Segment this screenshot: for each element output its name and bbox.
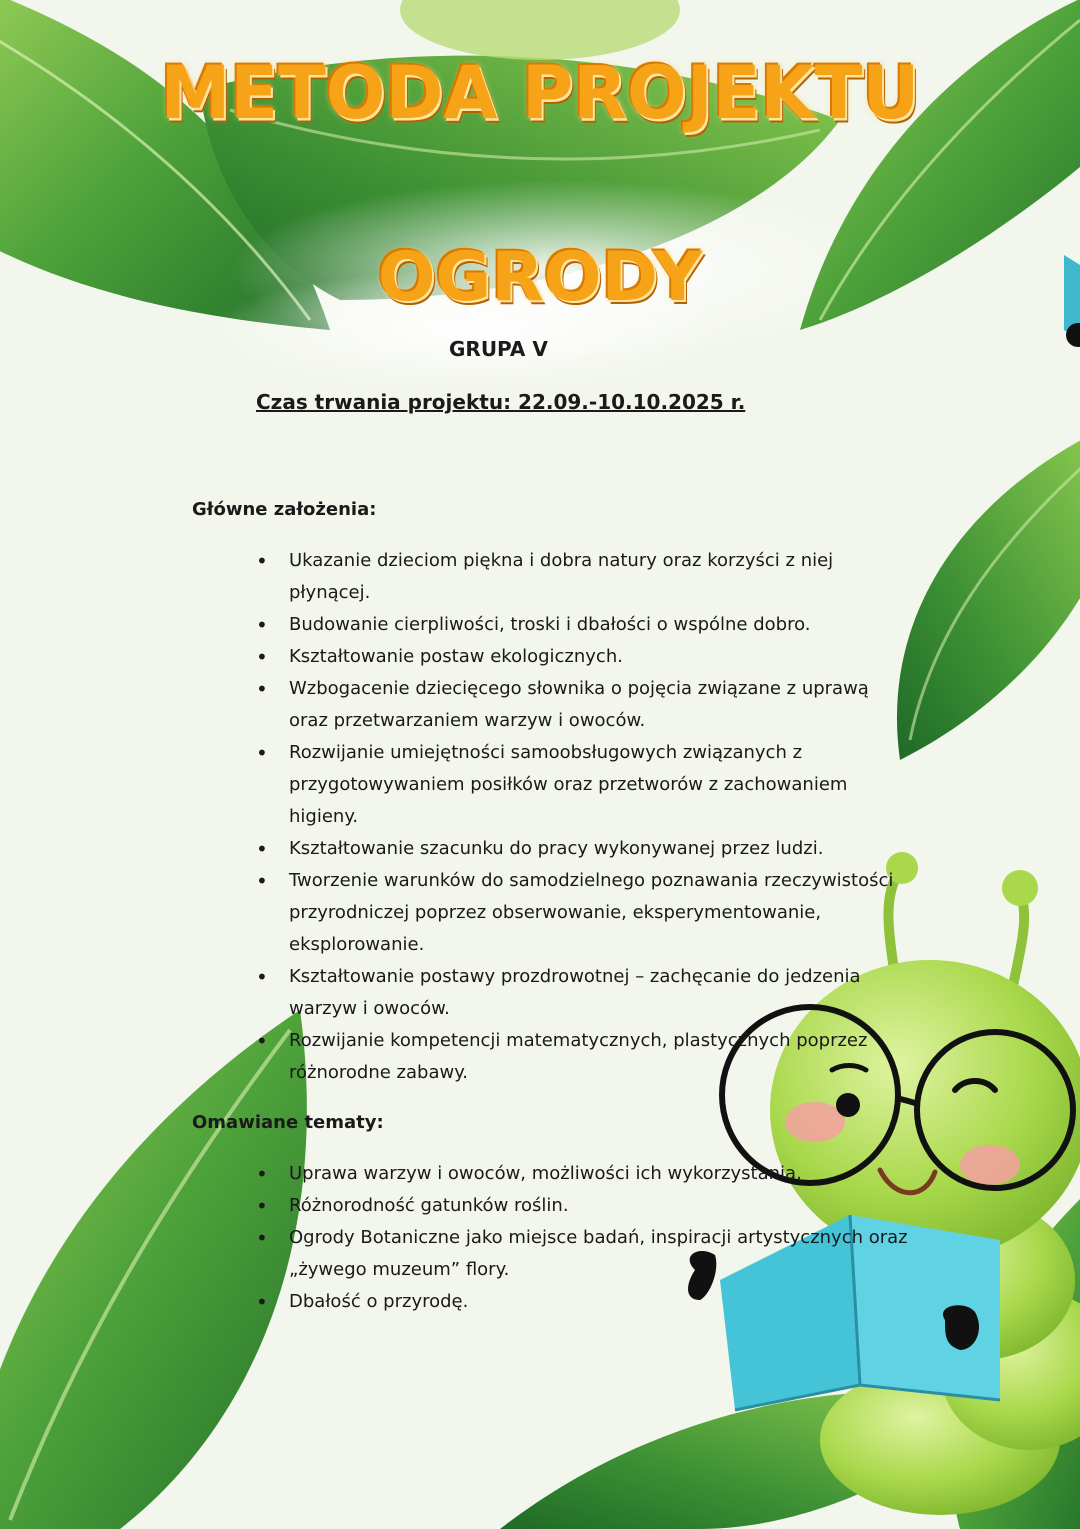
list-item: • Budowanie cierpliwości, troski i dbałości o wspólne dobro.: [256, 609, 896, 641]
main-goals-list: [256, 545, 896, 1089]
list-item: • Rozwijanie umiejętności samoobsługowych związanych z przygotowywaniem posiłków oraz przetworów z zachowaniem higieny.: [256, 737, 896, 833]
list-item: • Rozwijanie kompetencji matematycznych, plastycznych poprzez różnorodne zabawy.: [256, 1025, 896, 1089]
list-item: • Kształtowanie postaw ekologicznych.: [256, 641, 896, 673]
project-subtitle: OGRODY: [377, 238, 703, 317]
project-duration: Czas trwania projektu: 22.09.-10.10.2025 r.: [256, 390, 746, 414]
list-item: • Tworzenie warunków do samodzielnego poznawania rzeczywistości przyrodniczej poprzez obserwowanie, eksperymentowanie, eksplorowanie.: [256, 865, 896, 961]
list-item: • Ogrody Botaniczne jako miejsce badań, inspiracji artystycznych oraz „żywego muzeum” flory.: [256, 1222, 956, 1286]
topics-list: [256, 1158, 956, 1318]
list-item: • Ukazanie dzieciom piękna i dobra natury oraz korzyści z niej płynącej.: [256, 545, 896, 609]
list-item: • Wzbogacenie dziecięcego słownika o pojęcia związane z uprawą oraz przetwarzaniem warzyw i owoców.: [256, 673, 896, 737]
list-item: • Kształtowanie postawy prozdrowotnej – zachęcanie do jedzenia warzyw i owoców.: [256, 961, 896, 1025]
section-heading-main-goals: Główne założenia:: [192, 499, 377, 520]
group-label: GRUPA V: [449, 337, 548, 361]
list-item: • Różnorodność gatunków roślin.: [256, 1190, 956, 1222]
list-item: • Dbałość o przyrodę.: [256, 1286, 956, 1318]
project-title: METODA PROJEKTU: [160, 49, 920, 137]
section-heading-topics: Omawiane tematy:: [192, 1112, 384, 1133]
list-item: • Uprawa warzyw i owoców, możliwości ich wykorzystania.: [256, 1158, 956, 1190]
list-item: • Kształtowanie szacunku do pracy wykonywanej przez ludzi.: [256, 833, 896, 865]
